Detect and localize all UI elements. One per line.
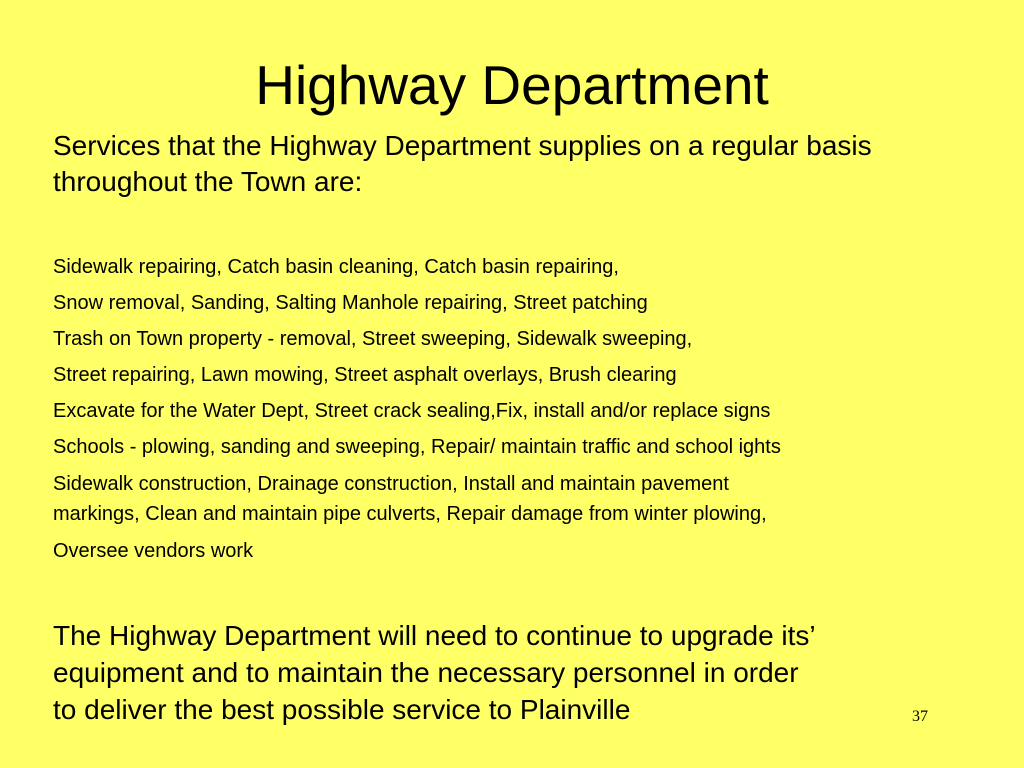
service-item: Schools - plowing, sanding and sweeping, Repair/ maintain traffic and school ights (53, 436, 781, 458)
service-item-line: Sidewalk construction, Drainage construction, Install and maintain pavement (53, 473, 729, 495)
slide-title: Highway Department (255, 54, 769, 116)
intro-paragraph: Services that the Highway Department supplies on a regular basis throughout the Town are: (53, 130, 872, 197)
service-item: Excavate for the Water Dept, Street crack sealing,Fix, install and/or replace signs (53, 400, 771, 422)
service-item-line: markings, Clean and maintain pipe culverts, Repair damage from winter plowing, (53, 503, 767, 525)
services-list (53, 253, 1013, 573)
service-item: Trash on Town property - removal, Street sweeping, Sidewalk sweeping, (53, 328, 693, 350)
service-item (53, 469, 1013, 529)
service-item: Snow removal, Sanding, Salting Manhole repairing, Street patching (53, 292, 648, 314)
service-item: Sidewalk repairing, Catch basin cleaning, Catch basin repairing, (53, 256, 619, 278)
outro-paragraph (53, 617, 1013, 728)
page-number: 37 (912, 708, 928, 725)
service-item: Oversee vendors work (53, 540, 254, 562)
outro-line: The Highway Department will need to continue to upgrade its’ (53, 620, 816, 651)
service-item: Street repairing, Lawn mowing, Street asphalt overlays, Brush clearing (53, 364, 677, 386)
outro-line: to deliver the best possible service to Plainville (53, 694, 631, 725)
outro-line: equipment and to maintain the necessary personnel in order (53, 657, 799, 688)
